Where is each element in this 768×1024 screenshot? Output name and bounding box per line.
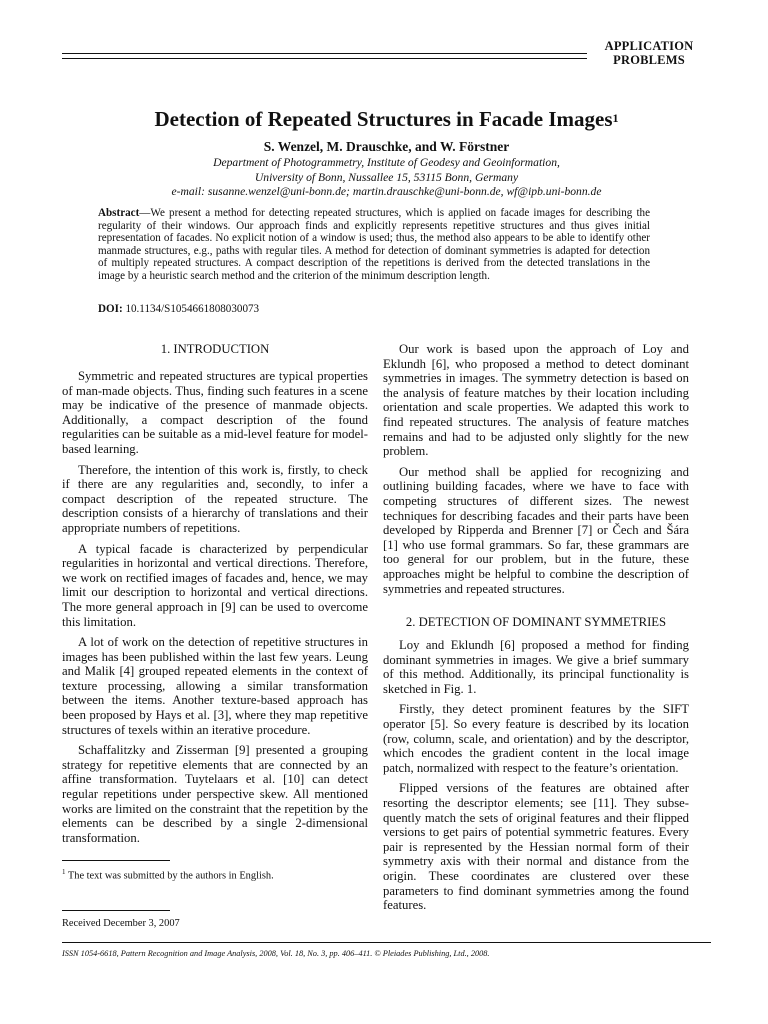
author-list: S. Wenzel, M. Drauschke, and W. Förstner bbox=[263, 139, 510, 154]
section-label bbox=[587, 39, 711, 67]
doi-value: 10.1134/S1054661808030073 bbox=[125, 303, 260, 315]
received-rule bbox=[62, 910, 170, 911]
author-emails: e-mail: susanne.wenzel@uni-bonn.de; martin.drauschke@uni-bonn.de, wf@ipb.uni-bonn.de bbox=[171, 185, 602, 198]
doi-label: DOI: bbox=[98, 303, 123, 315]
paragraph: A typical facade is characterized by perpendicular regularities in horizontal and vertical directions. Therefore, we work on rectified images of facades and, hence, we may limit our description to horizontal and vertical directions. The more general approach in [9] can be used to overcome this limitation. bbox=[62, 541, 368, 629]
section-label-line2: PROBLEMS bbox=[613, 53, 685, 67]
section-heading-introduction: 1. INTRODUCTION bbox=[160, 342, 270, 356]
paragraph: Symmetric and repeated structures are typical properties of man-made objects. Thus, finding such features in a scene may be indicative of the presence of manmade objects. Additionally, a compact description of the found regularities can be suitable as a mid-level feature for model-based learning. bbox=[62, 369, 368, 456]
right-column bbox=[383, 342, 689, 919]
paragraph: Flipped versions of the features are obtained after resorting the descriptor elements; see [11]. They subsequently match the sets of original features and their flipped versions to get pairs of potential symmetric features. Every pair is represented by the Hessian normal form of their symmetry axis with their normal and distance from the origin. These coordinates are clustered over these parameters to find dominant symmetries among the found features. bbox=[383, 781, 689, 913]
affiliation bbox=[62, 156, 711, 200]
section-label-line1: APPLICATION bbox=[604, 39, 694, 53]
page-footer-rule bbox=[62, 942, 711, 943]
doi bbox=[98, 303, 259, 316]
paper-title bbox=[62, 106, 711, 132]
paragraph: Our work is based upon the approach of Loy and Eklundh [6], who proposed a method to detect dominant symmetries in images. The symmetry detection is based on the analysis of feature matches by their location including orientation and scale properties. We adapted this work to find repeated structures. The analysis of feature matches remains and had to be adjusted only slightly for the new problem. bbox=[383, 342, 689, 459]
paragraph: A lot of work on the detection of repetitive structures in images has been published within the last few years. Leung and Malik [4] grouped repeated elements in the context of texture processing, allowing a similar transformation between the items. Another texture-based approach has been proposed by Hays et al. [3], where they map repetitive structures of texels within an iterative procedure. bbox=[62, 635, 368, 737]
paper-title-text: Detection of Repeated Structures in Facade Images bbox=[154, 107, 613, 131]
abstract bbox=[98, 207, 650, 283]
footnote-text: The text was submitted by the authors in English. bbox=[67, 870, 274, 882]
paragraph: Firstly, they detect prominent features by the SIFT operator [5]. So every feature is described by its location (row, column, scale, and orientation) and by the descriptor, which encodes the gradient content in the local image patch, normalized with respect to the feature’s orientation. bbox=[383, 702, 689, 775]
section-heading-dominant-symmetries: 2. DETECTION OF DOMINANT SYMMETRIES bbox=[405, 615, 667, 630]
footnote-rule bbox=[62, 860, 170, 861]
paragraph: Therefore, the intention of this work is, firstly, to check if there are any regularities and, secondly, to infer a compact description of the repeated structure. The description consists of a hierarchy of translations and their appropriate numbers of repetitions. bbox=[62, 462, 368, 535]
footnote-mark: 1 bbox=[62, 868, 66, 876]
left-column bbox=[62, 342, 368, 851]
paragraph: Our method shall be applied for recognizing and outlining building facades, where we have to face with competing structures of different sizes. The newest techniques for describing facades and their parts have been developed by Ripperda and Brenner [7] or Čech and Šára [1] who use formal grammars. So far, these grammars are too general for our problem, but in the future, these approaches might be helpful to combine the description of symmetries and repeated structures. bbox=[383, 464, 689, 596]
title-footnote-mark: 1 bbox=[612, 111, 619, 125]
paragraph: Schaffalitzky and Zisserman [9] presented a grouping strategy for repetitive elements that are connected by an affine transformation. Tuytelaars et al. [10] can detect regular repetitions under perspective skew. All mentioned works are limited on the constraint that the repetition by the elements can be described by a single 2-dimensional transformation. bbox=[62, 743, 368, 845]
paragraph: Loy and Eklundh [6] proposed a method for finding dominant symmetries in images. We give a brief summary of this method. Additionally, its principal functionality is sketched in Fig. 1. bbox=[383, 638, 689, 696]
abstract-label: Abstract bbox=[98, 207, 140, 219]
affiliation-line1: Department of Photogrammetry, Institute of Geodesy and Geoinformation, bbox=[213, 156, 560, 169]
affiliation-line2: University of Bonn, Nussallee 15, 53115 Bonn, Germany bbox=[254, 170, 519, 184]
received-date: Received December 3, 2007 bbox=[62, 918, 180, 929]
journal-citation: ISSN 1054-6618, Pattern Recognition and Image Analysis, 2008, Vol. 18, No. 3, pp. 406–411. © Pleiades Publishing, Ltd., 2008. bbox=[62, 949, 490, 958]
section-header bbox=[62, 40, 711, 72]
abstract-text: —We present a method for detecting repeated structures, which is applied on facade images for describing the regularity of their windows. Our approach finds and explicitly represents repetitive structures and thus gives initial representation of facades. No explicit notion of a window is used; thus, the method also appears to be able to identify other manmade structures, e.g., paths with regular tiles. A method for detection of dominant symmetries is adapted for detection of multiply repeated structures. A compact description of the repetitions is derived from the detected translations in the image by a heuristic search method and the criterion of the minimum description length. bbox=[98, 207, 650, 282]
footnote bbox=[62, 866, 368, 882]
